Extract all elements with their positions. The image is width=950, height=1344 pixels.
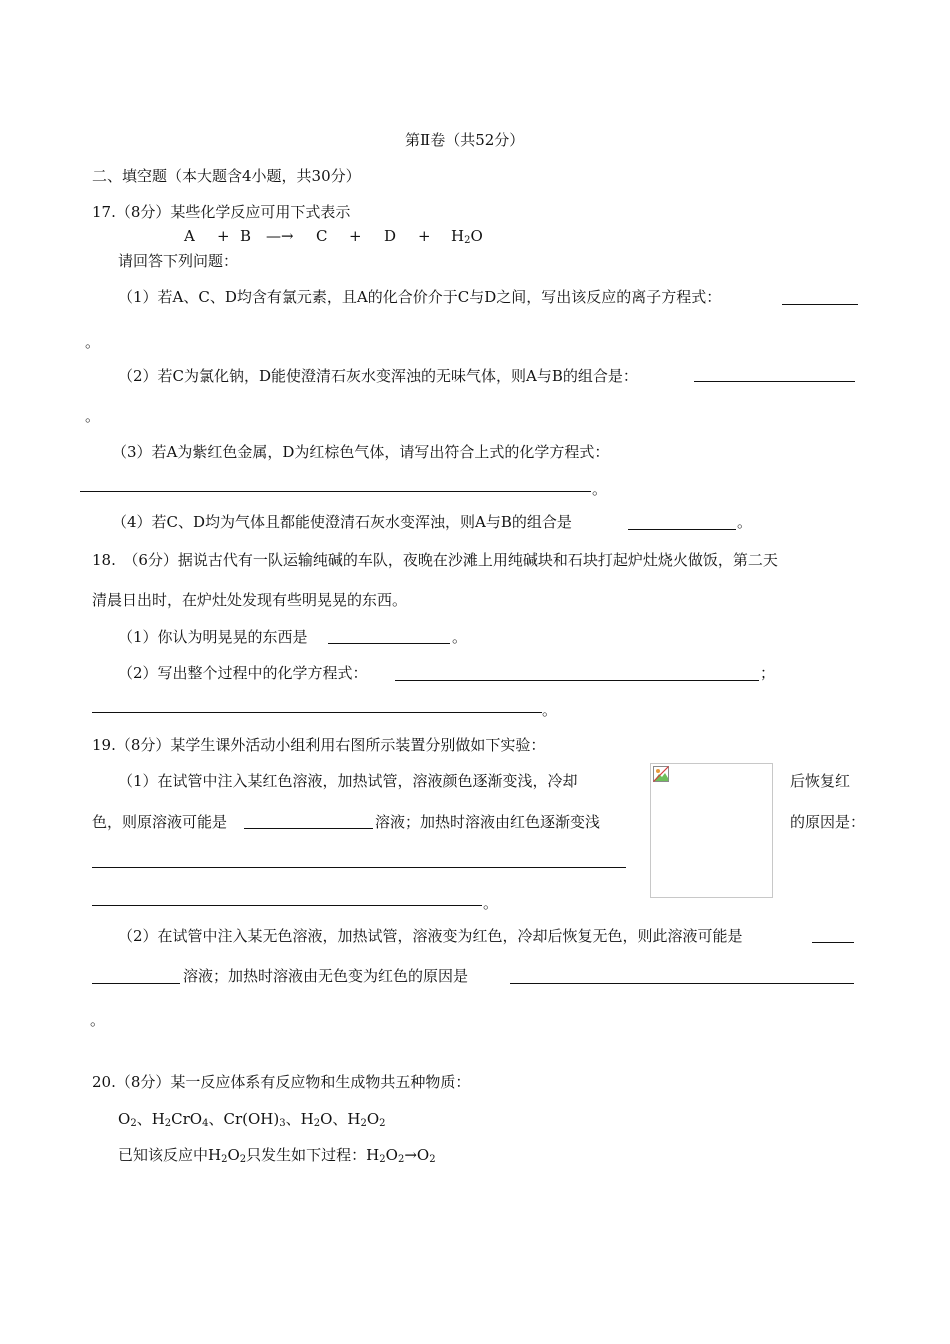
q19-stem: 19.（8分）某学生课外活动小组利用右图所示装置分别做如下实验：: [92, 736, 546, 754]
species-part: O: [118, 1110, 131, 1128]
eq-h2o-h: H: [451, 227, 465, 245]
q20-stem: 20.（8分）某一反应体系有反应物和生成物共五种物质：: [92, 1073, 471, 1091]
species-sub: 4: [202, 1118, 209, 1129]
q18-part2-answer-line-1[interactable]: [395, 680, 759, 681]
eq-h2o-o: O: [470, 227, 483, 245]
q19-part2-end: 。: [90, 1011, 106, 1029]
q20-known-process: [118, 1145, 436, 1165]
q18-part2: （2）写出整个过程中的化学方程式：: [118, 664, 368, 682]
eq-plus-2: +: [349, 227, 362, 245]
q17-stem: 17.（8分）某些化学反应可用下式表示: [92, 203, 351, 221]
known-part: →O: [404, 1146, 430, 1164]
q17-part2: （2）若C为氯化钠，D能使澄清石灰水变浑浊的无味气体，则A与B的组合是：: [118, 367, 638, 385]
q19-part2-answer-line-3[interactable]: [510, 983, 854, 984]
q18-stem-line2: 清晨日出时，在炉灶处发现有些明晃晃的东西。: [92, 591, 408, 609]
q18-part1: （1）你认为明晃晃的东西是: [118, 628, 308, 646]
species-sub: 2: [360, 1118, 367, 1129]
eq-plus-3: +: [418, 227, 431, 245]
eq-h2o: [451, 226, 483, 246]
q19-part1-end: 。: [483, 894, 499, 912]
eq-c: C: [316, 227, 328, 245]
q19-part1-answer-line-1[interactable]: [244, 828, 373, 829]
eq-a: A: [184, 227, 195, 245]
species-part: 、Cr(OH): [208, 1110, 280, 1128]
species-part: 、H: [136, 1110, 165, 1128]
eq-arrow: —→: [266, 227, 294, 245]
section-heading: 二、填空题（本大题含4小题，共30分）: [92, 167, 361, 185]
eq-b: B: [240, 227, 252, 245]
species-sub: 3: [279, 1118, 286, 1129]
q17-part1-answer-line[interactable]: [782, 304, 858, 305]
q17-part1-end: 。: [85, 333, 101, 351]
q17-equation: [0, 226, 950, 246]
species-sub: 2: [313, 1118, 321, 1129]
q17-part2-end: 。: [85, 407, 101, 425]
q19-part2-answer-line-1[interactable]: [812, 942, 854, 943]
known-part: 只发生如下过程：H: [246, 1146, 380, 1164]
q17-part1: （1）若A、C、D均含有氯元素，且A的化合价介于C与D之间，写出该反应的离子方程式：: [118, 288, 722, 306]
q18-part2-end: 。: [542, 701, 558, 719]
eq-h2o-sub: 2: [464, 235, 471, 246]
species-sub: 2: [130, 1118, 137, 1129]
q18-part2-semicolon: ；: [760, 664, 776, 682]
q19-part2-line1: （2）在试管中注入某无色溶液，加热试管，溶液变为红色，冷却后恢复无色，则此溶液可能是: [118, 927, 743, 945]
known-sub: 2: [379, 1154, 386, 1165]
q17-part4-answer-line[interactable]: [628, 529, 736, 530]
q17-part2-answer-line[interactable]: [694, 381, 855, 382]
known-part: O: [227, 1146, 240, 1164]
apparatus-figure-placeholder: [650, 763, 773, 898]
q17-part3-end: 。: [592, 480, 608, 498]
q19-part1-answer-line-3[interactable]: [92, 905, 482, 906]
species-part: CrO: [171, 1110, 203, 1128]
species-sub: 2: [164, 1118, 172, 1129]
species-sub: 2: [379, 1118, 386, 1129]
known-part: 已知该反应中H: [118, 1146, 222, 1164]
q17-part4: （4）若C、D均为气体且都能使澄清石灰水变浑浊，则A与B的组合是: [112, 513, 572, 531]
q19-part1-answer-line-2[interactable]: [92, 867, 626, 868]
q19-part2-line2: 溶液；加热时溶液由无色变为红色的原因是: [183, 967, 469, 985]
q18-part1-end: 。: [452, 628, 468, 646]
q19-part1-line1: （1）在试管中注入某红色溶液，加热试管，溶液颜色逐渐变浅，冷却: [118, 772, 578, 790]
q17-prompt: 请回答下列问题：: [118, 252, 239, 270]
q18-stem-line1: 18. （6分）据说古代有一队运输纯碱的车队，夜晚在沙滩上用纯碱块和石块打起炉灶烧火做饭，第二天: [92, 551, 778, 569]
broken-image-icon: [653, 766, 669, 782]
eq-d: D: [384, 227, 397, 245]
known-sub: 2: [397, 1154, 405, 1165]
species-part: 、H: [285, 1110, 314, 1128]
q19-part1-line1-right: 后恢复红: [790, 772, 851, 790]
q19-part1-line2-left: 色，则原溶液可能是: [92, 813, 228, 831]
q17-part4-end: 。: [737, 513, 753, 531]
q18-part1-answer-line[interactable]: [328, 643, 450, 644]
known-sub: 2: [221, 1154, 228, 1165]
q19-part2-answer-line-2[interactable]: [92, 983, 180, 984]
known-sub: 2: [239, 1154, 247, 1165]
known-part: O: [385, 1146, 398, 1164]
page-title: 第Ⅱ卷（共52分）: [405, 131, 525, 149]
q19-part1-line2-right: 的原因是：: [790, 813, 866, 831]
eq-plus-1: +: [217, 227, 230, 245]
species-part: O: [366, 1110, 380, 1128]
q17-part3: （3）若A为紫红色金属，D为红棕色气体，请写出符合上式的化学方程式：: [112, 443, 610, 461]
species-part: O、H: [320, 1110, 361, 1128]
known-sub: 2: [429, 1154, 436, 1165]
q19-part1-line2-mid: 溶液；加热时溶液由红色逐渐变浅: [375, 813, 601, 831]
q17-part3-answer-line[interactable]: [80, 491, 591, 492]
q18-part2-answer-line-2[interactable]: [92, 712, 542, 713]
q20-species: [118, 1109, 386, 1129]
